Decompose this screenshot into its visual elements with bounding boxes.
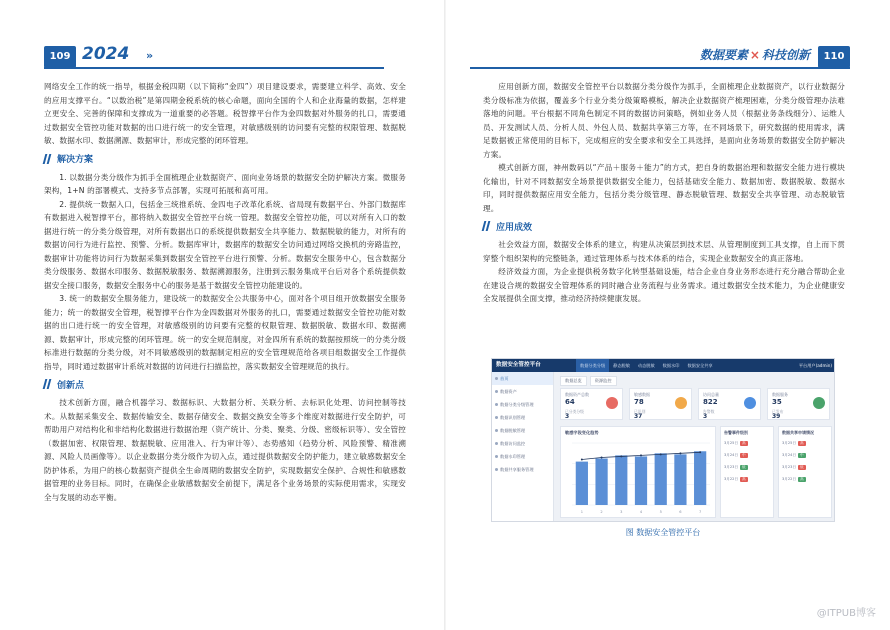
stat-sub: 已发布: [772, 409, 784, 414]
stat-value-2: 3: [565, 413, 570, 420]
dashboard-tabs: [560, 376, 620, 386]
menu-item[interactable]: 动态脱敏: [637, 363, 655, 368]
stat-card: [560, 388, 623, 420]
tab-overview[interactable]: 数据总览: [560, 376, 587, 386]
list-item: [724, 441, 772, 446]
list-item: [782, 477, 830, 482]
dashboard-main: [554, 372, 835, 522]
menu-item[interactable]: 数据安全共享: [687, 363, 713, 368]
menu-item[interactable]: 静态脱敏: [613, 363, 630, 368]
sidebar-item[interactable]: 数据脱敏管理: [492, 424, 553, 437]
level-badge: 高: [742, 477, 746, 481]
sidebar-item[interactable]: 首页: [492, 372, 553, 385]
list-item-date: 3月22日: [724, 477, 739, 481]
stat-value: 64: [565, 398, 575, 406]
solution-paragraph-2: 2. 提供统一数据入口，包括金三统推系统、金四电子改革化系统、省局现有数据平台、外部门数据库有数据进入税智撑平台，都将纳入数据安全管控平台统一管理。数据安全管控功能，可以对所有入口的数据进行统一的分类分级管理，对所有数据出口的系统提供数据安全共享能力、数据脱敏的能力，对所有的数据访问行为进行监控、预警、分析。数据库审计，数据库的数据安全访问通过网络交换机的旁路监控，数据审计功能将访问行为数据采集到数据安全管控平台进行预警、分析。数据安全服务中心，包含数据分类分级服务、数据水印服务、数据脱敏服务、数据溯源服务，注册到云服务集成平台后对各个系统提供数据安全接口服务，数据安全服务中心的服务是基于数据安全管控功能建设的。: [44, 199, 406, 290]
list-item: [782, 465, 830, 470]
chart-point: [660, 453, 662, 455]
dashboard-sidebar: [492, 372, 554, 522]
list-item-date: 3月24日: [782, 453, 797, 457]
right-column: [483, 80, 845, 306]
brand-logo: 2024: [82, 44, 130, 64]
chart-point: [620, 455, 622, 457]
dashboard-topbar: [492, 359, 835, 372]
chart-canvas: [562, 439, 716, 515]
sidebar-item[interactable]: 数据水印管理: [492, 450, 553, 463]
trend-chart: [560, 426, 716, 518]
stat-card: [767, 388, 830, 420]
section-title: 创新点: [57, 380, 85, 391]
sidebar-item[interactable]: 数据识别管理: [492, 411, 553, 424]
dashboard-user[interactable]: 平台用户(admin): [798, 363, 832, 368]
solution-paragraph-3: 3. 统一的数据安全服务能力，建设统一的数据安全公共服务中心，面对各个项目组开放数据安全服务能力；统一的数据安全管理，税智撑平台作为金四数据对外服务的扎口，需要通过数据安全管控功能对数据的出口进行统一的安全管理，对敏感级别的访问要有完整的权限管理、数据脱敏、数据水印、数据溯源、数据审计，形成完整的闭环管理。统一的安全规范制度，对金四所有系统的数据按照统一的分类分级标准进行数据的分类分级，对不同敏感级别的数据制定相应的安全管理规范给各项目组数据安全工作提供指导，同时通过数据审计系统对数据的访问进行扫描监控，落实数据安全管理规范的执行。: [44, 294, 406, 371]
level-badge: 低: [742, 465, 746, 469]
list-title: 告警事件级别: [724, 430, 748, 435]
header-rule: [470, 67, 850, 69]
level-badge: 中: [742, 453, 746, 457]
list-item: [724, 453, 772, 458]
chart-bar: [694, 451, 706, 505]
stat-card: [698, 388, 761, 420]
sidebar-item[interactable]: 数据资产: [492, 385, 553, 398]
level-badge: 高: [800, 477, 804, 481]
section-title: 应用成效: [496, 222, 533, 233]
chart-point: [699, 451, 701, 453]
level-badge: 低: [800, 465, 804, 469]
economic-benefit-paragraph: 经济效益方面，为企业提供税务数字化转型基础设施，结合企业自身业务形态进行充分融合帮助企业在建设合规的数据安全管理体系的同时融合业务流程与业务需求。通过数据安全技术能力，为企业健康安全发展提供全面支撑，推动经济持续健康发展。: [483, 267, 845, 303]
chevron-icon: »: [146, 49, 154, 62]
chart-tick-label: 5: [659, 510, 662, 514]
right-header: [470, 46, 850, 70]
mode-innovation-paragraph: 模式创新方面，神州数码以“产品＋服务＋能力”的方式，把自身的数据治理和数据安全能力进行模块化输出，针对不同数据安全场景提供数据安全能力，包括基础安全能力、数据加密、数据脱敏、数据水印，同时提供数据应用安全能力，包括分类分级管理、静态脱敏管理、数据安全共享管理、动态脱敏管理。: [483, 163, 845, 213]
dashboard-menu: [576, 359, 717, 372]
section-slash-icon: [483, 221, 490, 231]
left-page-number: 109: [44, 46, 76, 68]
chart-bar: [595, 459, 607, 506]
header-rule: [44, 67, 384, 69]
stat-value: 78: [634, 398, 644, 406]
list-title: 数据共享申请情况: [782, 430, 814, 435]
section-heading-effect: [483, 219, 845, 233]
menu-item[interactable]: 数据分类分级: [576, 359, 609, 372]
stat-icon: [813, 397, 825, 409]
chart-tick-label: 3: [620, 510, 623, 514]
chart-tick-label: 4: [639, 510, 643, 514]
tab-monitor[interactable]: 资源监控: [590, 376, 617, 386]
figure-caption: 图 数据安全管控平台: [625, 528, 701, 537]
app-innovation-paragraph: 应用创新方面，数据安全管控平台以数据分类分级作为抓手，全面梳理企业数据资产，以行业数据分类分级标准为依据，覆盖多个行业分类分级策略模板，解决企业数据资产梳理困难，分类分级管理办法难落地的问题。平台根据不同角色制定不同的数据访问策略，例如业务人员（根据业务条线细分）、运维人员、开发测试人员、分析人员、外包人员、数据共享第三方等，在不同场景下，研究数据的使用需求，满足数据被正常使用的目标下，完成相应的安全要求和安全工具选择，是面向业务场景的数据安全防护解决方案。: [483, 82, 845, 159]
stat-icon: [744, 397, 756, 409]
sidebar-item[interactable]: 数据分类分级管理: [492, 398, 553, 411]
stat-title: 数据资产总数: [565, 392, 589, 397]
chart-point: [640, 454, 642, 456]
chart-tick-label: 7: [698, 510, 702, 514]
innovation-paragraph: 技术创新方面，融合机器学习、数据标识、大数据分析、关联分析、去标识化处理、访问控制等技术。从数据采集安全、数据传输安全、数据存储安全、数据交换安全等多个维度对数据进行安全防护，可帮助用户对结构化和非结构化数据进行数据治理（资产统计、分类、聚类、分级、密级标识等）、安全管控（数据加密、权限管理、数据脱敏、应用准入、行为审计等）、态势感知（趋势分析、风险预警、精准溯源、风险人员画像等）。以企业数据分类分级作为切入点，通过提供数据安全防护能力，建立敏感数据安全防护体系，为用户的核心数据资产提供全生命周期的数据安全防护，实现数据安全保护、合规性和敏感数据管理的业务目标。同时，在确保企业敏感数据安全前提下，满足各个业务场景的实际使用需求，实现安全与发展的动态平衡。: [44, 398, 406, 502]
sidebar-item[interactable]: 数据访问监控: [492, 437, 553, 450]
section-slash-icon: [44, 154, 51, 164]
stat-card: [629, 388, 692, 420]
left-column: [44, 80, 406, 504]
list-item: [724, 477, 772, 482]
section-slash-icon: [44, 379, 51, 389]
list-item-date: 3月22日: [782, 477, 797, 481]
list-item: [782, 441, 830, 446]
chart-tick-label: 6: [679, 510, 682, 514]
level-badge: 高: [742, 441, 746, 445]
stat-value-2: 3: [703, 413, 708, 420]
section-heading-solution: [44, 152, 406, 166]
right-page: [445, 0, 890, 630]
chart-bar: [615, 455, 627, 505]
stat-value: 35: [772, 398, 782, 406]
tagline: [700, 46, 810, 63]
chart-title: 敏感字段变化趋势: [565, 430, 599, 435]
list-item-date: 3月23日: [724, 465, 739, 469]
intro-paragraph: 网络安全工作的统一指导，根据金税四期（以下简称“金四”）项目建设要求，需要建立科学、高效、安全的应用支撑平台。“以数治税”是第四期金税系统的核心命题，面向全国的个人和企业海量的数据，怎样建立更安全、完善的保障和支撑成为一道重要的必答题。税智撑平台作为金四数据对外服务的扎口，需要通过数据安全管控功能对数据的出口进行统一的安全管理，对敏感级别的访问要有完整的权限管理、数据脱敏、数据水印、数据溯源、数据审计，形成完整的闭环管理。: [44, 82, 406, 145]
chart-point: [679, 452, 681, 454]
chart-bar: [635, 456, 647, 505]
list-item-date: 3月25日: [782, 441, 797, 445]
chart-tick-label: 1: [580, 510, 584, 514]
list-item-date: 3月24日: [724, 453, 739, 457]
stat-sub: 告警数: [703, 409, 715, 414]
list-item-date: 3月23日: [782, 465, 797, 469]
chart-bar: [674, 454, 686, 505]
list-item-date: 3月25日: [724, 441, 739, 445]
alert-list: [720, 426, 774, 518]
tagline-part-a: 数据要素: [699, 48, 748, 62]
chart-bar: [655, 453, 667, 505]
section-title: 解决方案: [57, 155, 94, 165]
watermark: @ITPUB博客: [816, 608, 876, 619]
stat-value-2: 39: [772, 413, 781, 420]
dashboard-title: 数据安全管控平台: [496, 362, 541, 368]
solution-paragraph-1: 1. 以数据分类分级作为抓手全面梳理企业数据资产、面向业务场景的数据安全防护解决方案。微服务架构，1+N 的部署模式、支持多节点部署，实现可拓展和高可用。: [44, 172, 406, 195]
dashboard-figure: [491, 358, 835, 522]
level-badge: 中: [800, 453, 804, 457]
chart-point: [581, 459, 583, 461]
stat-title: 访问总量: [703, 392, 719, 397]
stat-sub: 已分类分级: [565, 409, 584, 414]
stat-icon: [675, 397, 687, 409]
section-heading-innovation: [44, 377, 406, 391]
sidebar-item[interactable]: 数据共享服务管理: [492, 463, 553, 476]
stat-title: 敏感数据: [634, 392, 650, 397]
tagline-part-b: 科技创新: [761, 48, 810, 62]
list-item: [724, 465, 772, 470]
chart-bar: [576, 462, 588, 505]
right-page-number: 110: [818, 46, 850, 68]
list-item: [782, 453, 830, 458]
stat-sub: 已识别: [634, 409, 646, 414]
times-icon: ×: [749, 48, 760, 62]
stat-title: 数据服务: [772, 392, 788, 397]
left-header: [44, 46, 424, 70]
stat-value-2: 37: [634, 413, 643, 420]
stat-value: 822: [703, 398, 718, 406]
chart-point: [601, 456, 603, 458]
social-benefit-paragraph: 社会效益方面，数据安全体系的建立，构建从决策层到技术层、从管理制度到工具支撑，自上而下贯穿整个组织架构的完整链条，通过管理体系与技术体系的结合，实现企业数据安全的真正落地。: [483, 240, 845, 263]
level-badge: 高: [800, 441, 804, 445]
share-list: [778, 426, 832, 518]
menu-item[interactable]: 数据水印: [662, 363, 680, 368]
stat-icon: [606, 397, 618, 409]
chart-tick-label: 2: [600, 510, 603, 514]
